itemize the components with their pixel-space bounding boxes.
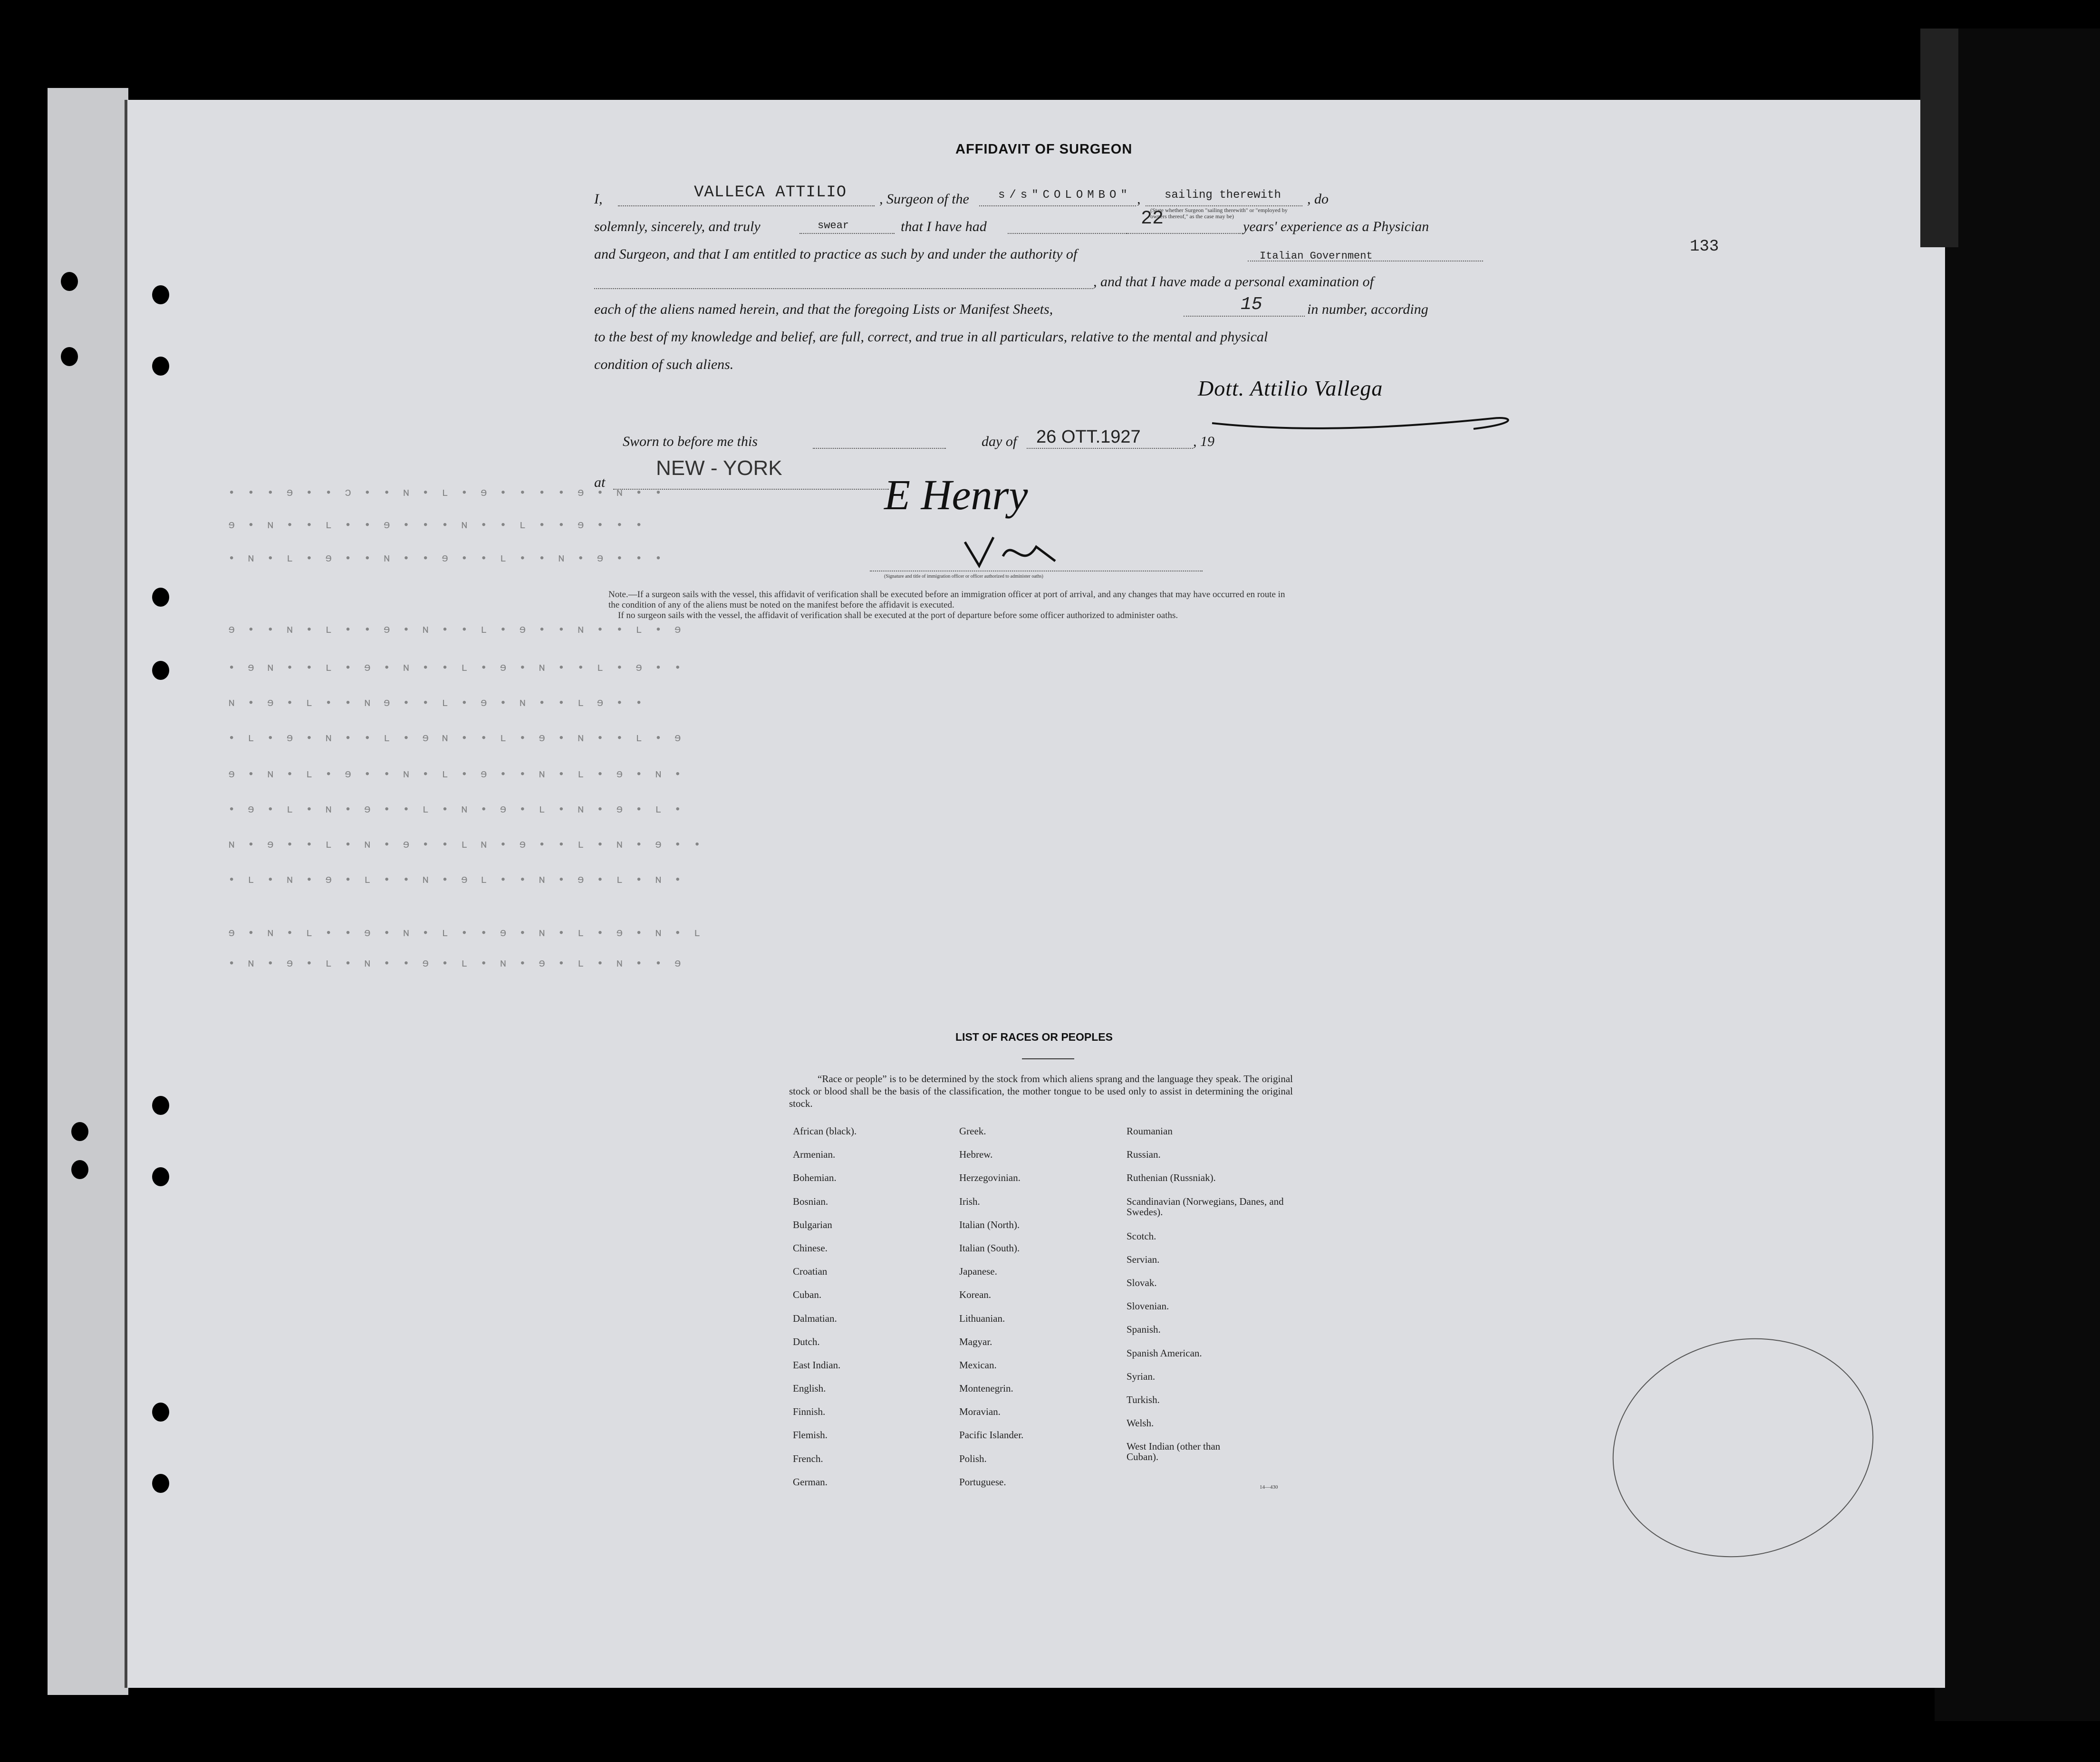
signature-flourish (1207, 399, 1531, 437)
race-item: Herzegovinian. (959, 1172, 1021, 1184)
affidavit-text: I, (594, 191, 603, 207)
sailing-note: (State whether Surgeon "sailing therewith" or "employed by owners thereof," as the case may be) (1150, 207, 1288, 220)
race-item: Chinese. (793, 1242, 828, 1254)
officer-caption: (Signature and title of immigration officer or officer authorized to administer oaths) (884, 574, 1043, 579)
races-column-3 (1127, 1126, 1307, 1464)
race-item: West Indian (other than Cuban). (1127, 1441, 1221, 1463)
binding-hole (152, 1403, 169, 1422)
binding-hole (152, 661, 169, 680)
binding-hole (61, 272, 78, 291)
race-item: Irish. (959, 1195, 980, 1207)
race-item: Russian. (1127, 1149, 1161, 1161)
page-left-edge (125, 100, 127, 1688)
race-item: Lithuanian. (959, 1312, 1005, 1324)
race-item: Servian. (1127, 1253, 1160, 1265)
sheet-count: 15 (1241, 294, 1262, 315)
oath-word: swear (818, 220, 849, 232)
race-item: Spanish American. (1127, 1347, 1202, 1359)
race-item: Welsh. (1127, 1417, 1154, 1429)
sailing-status: sailing therewith (1165, 189, 1281, 202)
binding-hole (71, 1122, 88, 1141)
note-line: Note.—If a surgeon sails with the vessel, this affidavit of verification shall be executed before an immigration officer at port of arrival, and any changes that may have occurred en route in (608, 590, 1285, 600)
sworn-text: Sworn to before me this (623, 434, 758, 449)
race-item: Bohemian. (793, 1172, 837, 1184)
scan-artifact (1920, 29, 1958, 247)
bleed-through-row: • • • ɘ • • ɔ • • ɴ • ʟ • ɘ • • • • ɘ • ɴ • • (228, 487, 665, 500)
race-item: Scandinavian (Norwegians, Danes, and Swedes). (1127, 1195, 1284, 1218)
bleed-through-row: • ɴ • ɘ • ʟ • ɴ • • ɘ • ʟ • ɴ • ɘ • ʟ • ɴ • • ɘ (228, 958, 684, 970)
at-label: at (594, 474, 606, 490)
race-item: Spanish. (1127, 1324, 1161, 1336)
race-item: Montenegrin. (959, 1383, 1013, 1394)
binding-hole (152, 357, 169, 376)
race-item: Mexican. (959, 1359, 997, 1371)
sworn-place: NEW - YORK (656, 456, 782, 480)
race-item: Armenian. (793, 1149, 836, 1161)
race-item: East Indian. (793, 1359, 841, 1371)
bleed-through-row: • ɴ • ʟ • ɘ • • ɴ • • ɘ • • ʟ • • ɴ • ɘ • • • (228, 552, 665, 565)
bleed-through-row: ɘ • ɴ • ʟ • ɘ • • ɴ • ʟ • ɘ • • ɴ • ʟ • ɘ • ɴ • (228, 768, 684, 781)
underline (813, 448, 946, 449)
race-item: Cuban. (793, 1289, 822, 1301)
affidavit-text: , do (1307, 191, 1329, 207)
affidavit-text: years' experience as a Physician (1243, 219, 1429, 234)
scan-dark-edge (1935, 29, 2100, 1721)
affidavit-text: each of the aliens named herein, and that the foregoing Lists or Manifest Sheets, (594, 301, 1053, 317)
race-item: Portuguese. (959, 1476, 1006, 1488)
bleed-through-row: ɴ • ɘ • • ʟ • ɴ • ɘ • • ʟ ɴ • ɘ • • ʟ • ɴ • ɘ • • (228, 839, 703, 852)
races-column-1 (793, 1126, 857, 1500)
race-item: Dutch. (793, 1336, 820, 1347)
underline (1008, 233, 1127, 234)
race-item: English. (793, 1383, 826, 1394)
underline (594, 288, 1093, 289)
race-item: Moravian. (959, 1406, 1001, 1418)
binding-hole (152, 285, 169, 304)
affidavit-title: AFFIDAVIT OF SURGEON (955, 142, 1133, 157)
races-title: LIST OF RACES OR PEOPLES (955, 1031, 1113, 1043)
years-experience: 22 (1141, 208, 1164, 230)
officer-initials (960, 528, 1074, 575)
affidavit-text: , (1137, 191, 1141, 207)
race-item: Dalmatian. (793, 1312, 837, 1324)
affidavit-text: to the best of my knowledge and belief, are full, correct, and true in all particulars, relative to the mental and physical (594, 329, 1268, 345)
page-number: 133 (1690, 238, 1719, 256)
races-column-2 (959, 1126, 1023, 1500)
bleed-through-row: • ʟ • ɘ • ɴ • • ʟ • ɘ ɴ • • ʟ • ɘ • ɴ • • ʟ • ɘ (228, 732, 684, 745)
race-item: Korean. (959, 1289, 992, 1301)
race-item: Italian (North). (959, 1219, 1020, 1230)
sworn-text: , 19 (1193, 434, 1214, 449)
binding-hole (152, 1096, 169, 1115)
race-item: Greek. (959, 1125, 986, 1137)
underline (613, 489, 889, 490)
race-item: Hebrew. (959, 1149, 993, 1161)
affidavit-text: , Surgeon of the (879, 191, 969, 207)
race-item: Polish. (959, 1452, 987, 1464)
race-item: Syrian. (1127, 1370, 1156, 1382)
race-item: Japanese. (959, 1266, 997, 1278)
binding-hole (152, 588, 169, 607)
bleed-through-row: ɘ • • ɴ • ʟ • • ɘ • ɴ • • ʟ • ɘ • • ɴ • • ʟ • ɘ (228, 624, 684, 637)
bleed-through-row: • ɘ ɴ • • ʟ • ɘ • ɴ • • ʟ • ɘ • ɴ • • ʟ • ɘ • • (228, 662, 684, 675)
race-item: Magyar. (959, 1336, 992, 1347)
affidavit-text: in number, according (1307, 301, 1428, 317)
races-rule (1022, 1058, 1074, 1059)
affidavit-text: condition of such aliens. (594, 357, 734, 372)
race-item: French. (793, 1452, 823, 1464)
race-item: Flemish. (793, 1429, 828, 1441)
binding-hole (152, 1474, 169, 1493)
race-item: Bulgarian (793, 1219, 832, 1230)
race-item: Scotch. (1127, 1230, 1156, 1242)
race-item: Turkish. (1127, 1394, 1160, 1405)
underline (1127, 233, 1241, 234)
race-item: Italian (South). (959, 1242, 1020, 1254)
ship-name: s/s"COLOMBO" (998, 189, 1132, 202)
race-item: Slovenian. (1127, 1300, 1169, 1312)
race-item: Croatian (793, 1266, 828, 1278)
form-code: 14—430 (1260, 1484, 1278, 1490)
race-item: Finnish. (793, 1406, 826, 1418)
sworn-text: day of (982, 434, 1017, 449)
sworn-date: 26 OTT.1927 (1036, 427, 1141, 447)
race-item: African (black). (793, 1125, 857, 1137)
surgeon-name: VALLECA ATTILIO (694, 184, 847, 202)
binding-strip (48, 88, 128, 1695)
affidavit-text: and Surgeon, and that I am entitled to practice as such by and under the authority of (594, 246, 1078, 262)
verification-note (608, 590, 1502, 621)
race-item: Bosnian. (793, 1195, 828, 1207)
affidavit-text: , and that I have made a personal examination of (1093, 274, 1374, 290)
officer-signature: E Henry (884, 472, 1028, 519)
binding-hole (152, 1167, 169, 1186)
binding-hole (71, 1160, 88, 1179)
race-item: Roumanian (1127, 1125, 1173, 1137)
bleed-through-row: • ɘ • ʟ • ɴ • ɘ • • ʟ • ɴ • ɘ • ʟ • ɴ • ɘ • ʟ • (228, 804, 684, 816)
bleed-through-row: • ʟ • ɴ • ɘ • ʟ • • ɴ • ɘ ʟ • • ɴ • ɘ • ʟ • ɴ • (228, 874, 684, 887)
authority: Italian Government (1260, 250, 1373, 262)
note-line: the condition of any of the aliens must be noted on the manifest before the affidavit is executed. (608, 600, 954, 610)
affidavit-text: solemnly, sincerely, and truly (594, 219, 761, 234)
bleed-through-row: ɘ • ɴ • • ʟ • • ɘ • • • ɴ • • ʟ • • ɘ • • • (228, 519, 645, 532)
races-intro: “Race or people” is to be determined by the stock from which aliens sprang and the language they speak. The original stock or blood shall be the basis of the classification, the mother tongue to be used only to assist in determining the original stock. (789, 1073, 1293, 1109)
affidavit-text: that I have had (901, 219, 987, 234)
surgeon-signature: Dott. Attilio Vallega (1198, 376, 1383, 400)
race-item: Pacific Islander. (959, 1429, 1024, 1441)
race-item: Ruthenian (Russniak). (1127, 1172, 1216, 1184)
binding-hole (61, 347, 78, 366)
bleed-through-row: ɴ • ɘ • ʟ • • ɴ ɘ • • ʟ • ɘ • ɴ • • ʟ ɘ • • (228, 697, 645, 710)
race-item: Slovak. (1127, 1277, 1157, 1288)
note-line: If no surgeon sails with the vessel, the affidavit of verification shall be executed at the port of departure before some officer authorized to administer oaths. (618, 610, 1178, 620)
race-item: German. (793, 1476, 828, 1488)
bleed-through-row: ɘ • ɴ • ʟ • • ɘ • ɴ • ʟ • • ɘ • ɴ • ʟ • ɘ • ɴ • ʟ (228, 927, 703, 940)
